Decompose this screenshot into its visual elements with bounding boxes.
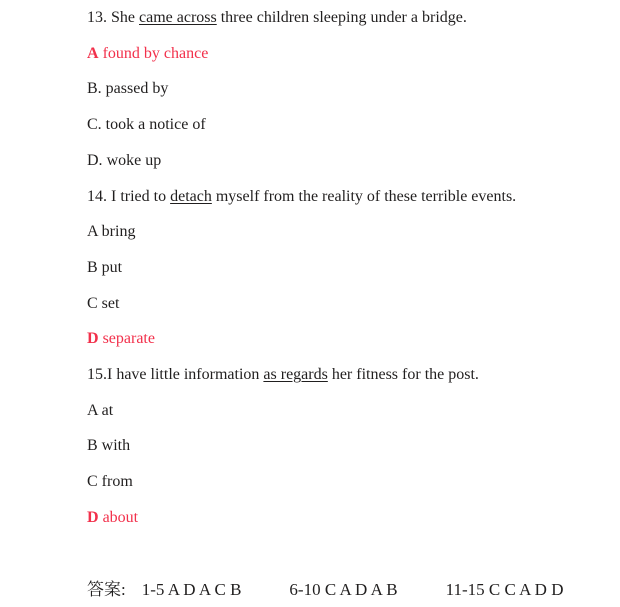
- option-text: passed by: [105, 80, 169, 98]
- option-text: found by chance: [102, 44, 209, 62]
- option-label: D: [87, 508, 99, 526]
- question-14-option-d: [87, 321, 610, 357]
- question-15-suffix: her fitness for the post.: [327, 366, 479, 384]
- question-15-option-c: [87, 464, 610, 500]
- question-14-option-a: [87, 214, 610, 250]
- answer-key: [87, 572, 610, 607]
- option-text: took a notice of: [105, 116, 206, 134]
- question-14-option-c: [87, 286, 610, 322]
- option-text: bring: [101, 223, 136, 241]
- question-15-option-d: [87, 500, 610, 536]
- option-label: D.: [87, 151, 103, 169]
- option-label: B: [87, 258, 98, 276]
- question-13-suffix: three children sleeping under a bridge.: [216, 9, 467, 26]
- answer-key-label: 答案:: [87, 579, 126, 599]
- option-label: D: [87, 330, 99, 348]
- question-14-underlined-phrase: detach: [170, 187, 212, 205]
- question-14-text: [87, 179, 610, 215]
- question-13-prefix: 13. She: [87, 9, 139, 26]
- question-14-prefix: 14. I tried to: [87, 187, 171, 205]
- option-text: separate: [102, 330, 155, 348]
- question-14-suffix: myself from the reality of these terrible events.: [211, 187, 517, 205]
- question-13-option-c: [87, 107, 610, 143]
- answer-key-group-11-15: 11-15 C C A D D: [445, 579, 564, 599]
- option-label: A: [87, 401, 98, 419]
- option-text: from: [101, 473, 133, 491]
- question-15-underlined-phrase: as regards: [263, 366, 328, 384]
- question-15-option-a: [87, 393, 610, 429]
- question-13-option-a: [87, 36, 610, 72]
- option-text: with: [101, 437, 131, 455]
- question-15-text: [87, 357, 610, 393]
- answer-key-group-1-5: 1-5 A D A C B: [141, 579, 242, 599]
- question-14-option-b: [87, 250, 610, 286]
- option-label: B: [87, 437, 98, 455]
- option-text: set: [101, 294, 120, 312]
- option-label: C.: [87, 116, 102, 134]
- question-15-prefix: 15.I have little information: [87, 366, 264, 384]
- option-text: about: [102, 508, 139, 526]
- option-text: put: [101, 258, 123, 276]
- question-13-option-d: [87, 143, 610, 179]
- question-15-option-b: [87, 428, 610, 464]
- option-label: A: [87, 44, 99, 62]
- option-label: C: [87, 294, 98, 312]
- answer-key-group-6-10: 6-10 C A D A B: [289, 579, 398, 599]
- question-13-option-b: [87, 71, 610, 107]
- option-label: C: [87, 473, 98, 491]
- option-label: A: [87, 223, 98, 241]
- question-13-underlined-phrase: came across: [139, 9, 217, 26]
- question-13-text: [87, 0, 610, 36]
- option-text: woke up: [106, 151, 162, 169]
- option-text: at: [101, 401, 114, 419]
- option-label: B.: [87, 80, 102, 98]
